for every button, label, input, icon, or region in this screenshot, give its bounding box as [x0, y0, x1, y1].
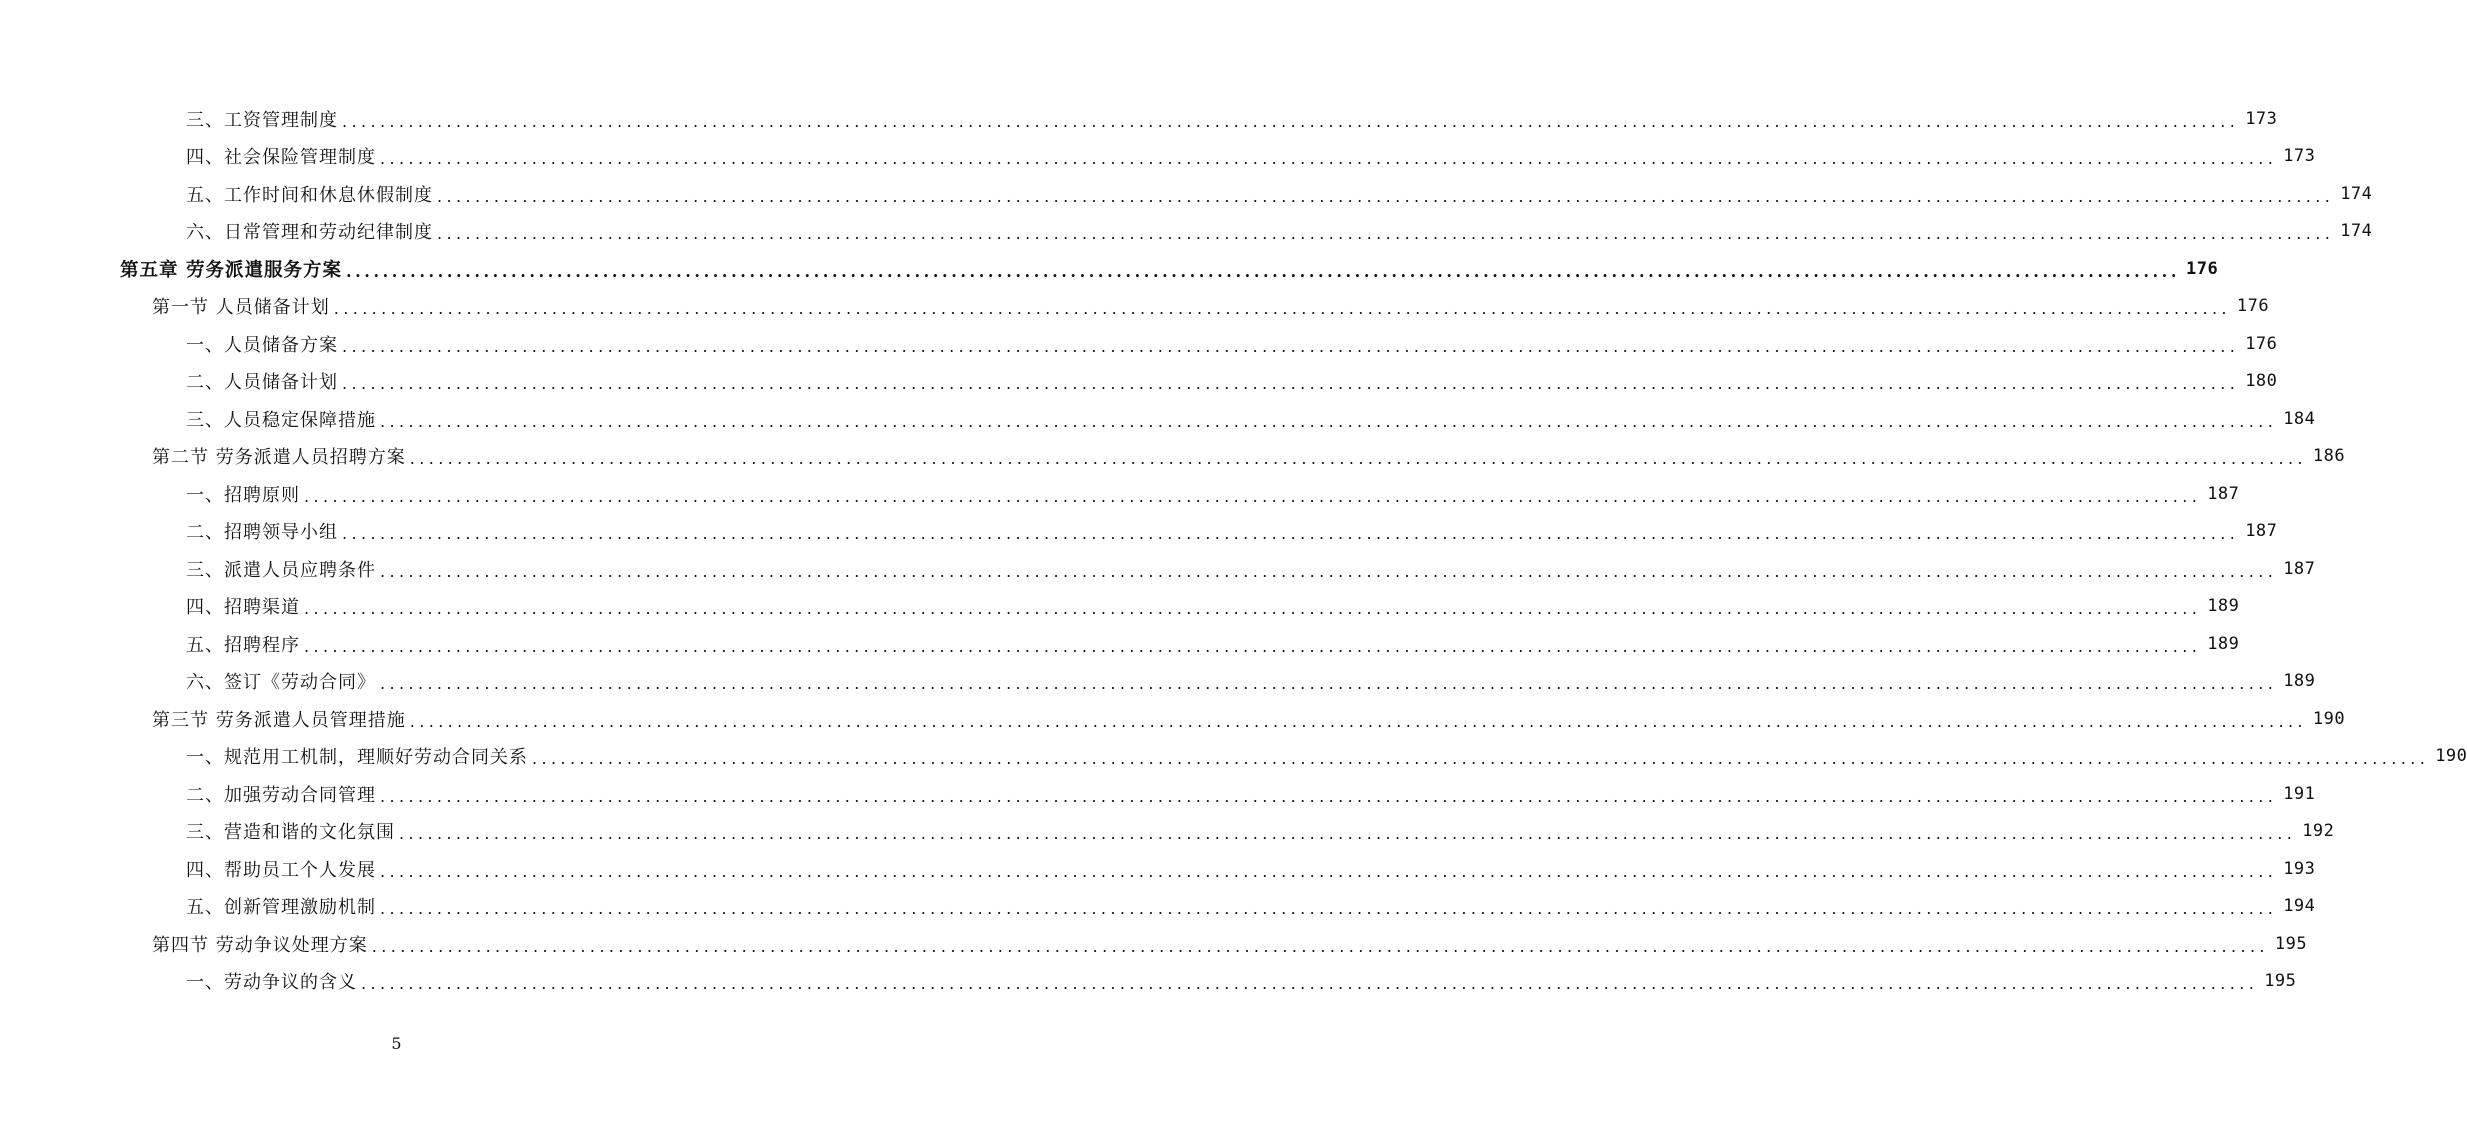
toc-subsection-entry[interactable]	[0, 663, 2316, 701]
toc-dot-leader: ........................................................................................................................................................................................................	[345, 261, 2181, 281]
toc-subsection-entry[interactable]	[0, 588, 2240, 626]
toc-subsection-entry[interactable]	[0, 400, 2316, 438]
toc-dot-leader: ........................................................................................................................................................................................................	[342, 374, 2240, 394]
toc-dot-leader: ........................................................................................................................................................................................................	[532, 749, 2430, 769]
toc-entry-page-number: 187	[2245, 521, 2278, 542]
toc-entry-title: 四、帮助员工个人发展	[186, 859, 376, 881]
toc-entry-page-number: 176	[2186, 258, 2219, 279]
toc-entry-title: 第二节 劳务派遣人员招聘方案	[152, 447, 406, 469]
toc-dot-leader: ........................................................................................................................................................................................................	[304, 599, 2202, 619]
toc-entry-page-number: 176	[2245, 333, 2278, 354]
toc-dot-leader: ........................................................................................................................................................................................................	[380, 674, 2278, 694]
toc-subsection-entry[interactable]	[0, 738, 2467, 776]
toc-entry-title: 五、创新管理激励机制	[186, 897, 376, 919]
toc-entry-title: 五、招聘程序	[186, 634, 300, 656]
toc-entry-title: 一、劳动争议的含义	[186, 972, 357, 994]
toc-entry-page-number: 189	[2283, 671, 2316, 692]
toc-subsection-entry[interactable]	[0, 963, 2297, 1001]
toc-dot-leader: ........................................................................................................................................................................................................	[333, 299, 2231, 319]
toc-subsection-entry[interactable]	[0, 513, 2278, 551]
toc-entry-title: 四、社会保险管理制度	[186, 147, 376, 169]
toc-dot-leader: ........................................................................................................................................................................................................	[409, 711, 2307, 731]
toc-subsection-entry[interactable]	[0, 813, 2335, 851]
toc-entry-page-number: 195	[2274, 933, 2308, 954]
toc-entry-title: 三、派遣人员应聘条件	[186, 559, 376, 581]
toc-entry-title: 一、人员储备方案	[186, 334, 338, 356]
toc-subsection-entry[interactable]	[0, 475, 2240, 513]
toc-dot-leader: ........................................................................................................................................................................................................	[437, 224, 2335, 244]
toc-dot-leader: ........................................................................................................................................................................................................	[437, 186, 2335, 206]
toc-entry-title: 二、招聘领导小组	[186, 522, 338, 544]
toc-dot-leader: ........................................................................................................................................................................................................	[409, 449, 2307, 469]
toc-entry-title: 一、规范用工机制，理顺好劳动合同关系	[186, 747, 528, 769]
toc-subsection-entry[interactable]	[0, 850, 2316, 888]
page-number: 5	[391, 1034, 402, 1053]
toc-entry-page-number: 187	[2207, 483, 2240, 504]
toc-dot-leader: ........................................................................................................................................................................................................	[380, 899, 2278, 919]
toc-section-entry[interactable]	[0, 925, 2308, 963]
toc-entry-title: 三、营造和谐的文化氛围	[186, 822, 395, 844]
toc-entry-page-number: 192	[2302, 821, 2335, 842]
toc-subsection-entry[interactable]	[0, 213, 2373, 251]
toc-subsection-entry[interactable]	[0, 775, 2316, 813]
toc-entry-page-number: 194	[2283, 896, 2316, 917]
toc-entry-page-number: 174	[2340, 183, 2373, 204]
toc-dot-leader: ........................................................................................................................................................................................................	[342, 524, 2240, 544]
toc-entry-page-number: 189	[2207, 596, 2240, 617]
toc-dot-leader: ........................................................................................................................................................................................................	[304, 636, 2202, 656]
toc-dot-leader: ........................................................................................................................................................................................................	[380, 149, 2278, 169]
toc-entry-title: 六、签订《劳动合同》	[186, 672, 376, 694]
toc-entry-title: 六、日常管理和劳动纪律制度	[186, 222, 433, 244]
toc-entry-title: 四、招聘渠道	[186, 597, 300, 619]
toc-subsection-entry[interactable]	[0, 100, 2278, 138]
toc-subsection-entry[interactable]	[0, 625, 2240, 663]
toc-section-entry[interactable]	[0, 438, 2346, 476]
toc-dot-leader: ........................................................................................................................................................................................................	[361, 974, 2259, 994]
toc-entry-page-number: 173	[2283, 146, 2316, 167]
toc-entry-title: 五、工作时间和休息休假制度	[186, 184, 433, 206]
toc-entry-title: 三、人员稳定保障措施	[186, 409, 376, 431]
toc-entry-page-number: 190	[2312, 708, 2346, 729]
toc-entry-page-number: 186	[2312, 446, 2346, 467]
toc-subsection-entry[interactable]	[0, 888, 2316, 926]
toc-subsection-entry[interactable]	[0, 363, 2278, 401]
toc-entry-page-number: 189	[2207, 633, 2240, 654]
toc-dot-leader: ........................................................................................................................................................................................................	[380, 861, 2278, 881]
toc-chapter-entry[interactable]	[0, 250, 2219, 288]
toc-entry-page-number: 195	[2264, 971, 2297, 992]
toc-entry-title: 第三节 劳务派遣人员管理措施	[152, 709, 406, 731]
toc-dot-leader: ........................................................................................................................................................................................................	[380, 561, 2278, 581]
toc-dot-leader: ........................................................................................................................................................................................................	[371, 936, 2269, 956]
toc-entry-title: 三、工资管理制度	[186, 109, 338, 131]
toc-entry-title: 二、人员储备计划	[186, 372, 338, 394]
toc-entry-page-number: 184	[2283, 408, 2316, 429]
toc-entry-page-number: 193	[2283, 858, 2316, 879]
toc-section-entry[interactable]	[0, 700, 2346, 738]
toc-dot-leader: ........................................................................................................................................................................................................	[399, 824, 2297, 844]
toc-dot-leader: ........................................................................................................................................................................................................	[380, 411, 2278, 431]
toc-entry-title: 第一节 人员储备计划	[152, 297, 330, 319]
toc-subsection-entry[interactable]	[0, 175, 2373, 213]
table-of-contents	[0, 100, 2467, 1000]
toc-entry-page-number: 174	[2340, 221, 2373, 242]
toc-entry-page-number: 180	[2245, 371, 2278, 392]
toc-subsection-entry[interactable]	[0, 138, 2316, 176]
toc-entry-title: 二、加强劳动合同管理	[186, 784, 376, 806]
toc-entry-page-number: 191	[2283, 783, 2316, 804]
toc-dot-leader: ........................................................................................................................................................................................................	[342, 111, 2240, 131]
toc-entry-page-number: 190	[2435, 746, 2467, 767]
toc-subsection-entry[interactable]	[0, 325, 2278, 363]
toc-entry-title: 第四节 劳动争议处理方案	[152, 934, 368, 956]
toc-dot-leader: ........................................................................................................................................................................................................	[342, 336, 2240, 356]
toc-entry-title: 一、招聘原则	[186, 484, 300, 506]
toc-entry-page-number: 176	[2236, 296, 2270, 317]
toc-entry-page-number: 187	[2283, 558, 2316, 579]
toc-section-entry[interactable]	[0, 288, 2270, 326]
toc-subsection-entry[interactable]	[0, 550, 2316, 588]
toc-entry-title: 第五章 劳务派遣服务方案	[120, 259, 342, 281]
toc-dot-leader: ........................................................................................................................................................................................................	[304, 486, 2202, 506]
toc-dot-leader: ........................................................................................................................................................................................................	[380, 786, 2278, 806]
toc-entry-page-number: 173	[2245, 108, 2278, 129]
